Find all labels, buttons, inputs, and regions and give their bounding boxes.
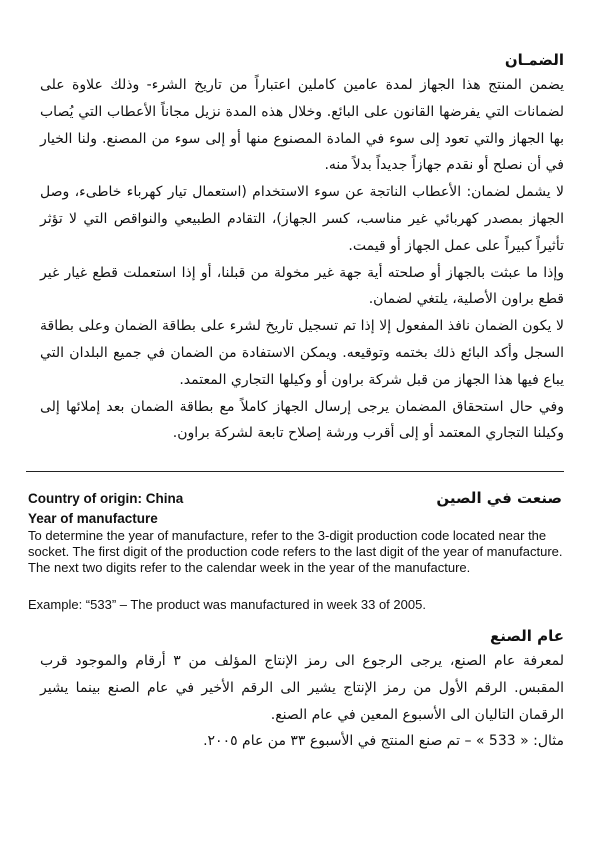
warranty-paragraph-3: وإذا ما عبثت بالجهاز أو صلحته أية جهة غير مخولة من قبلنا، أو إذا استعملت قطع غيار غير قطع براون الأصلية، يلتغي لضمان. xyxy=(40,264,564,308)
warranty-paragraph-2: لا يشمل لضمان: الأعطاب الناتجة عن سوء الاستخدام (استعمال تيار كهرباء خاطىء، وصل الجهاز بمصدر كهربائي غير مناسب، كسر الجهاز)، التقادم الطبيعي والنواقص التي لا تؤثر تأثيراً كبيراً على عمل الجهاز أو قيمت. xyxy=(40,184,564,254)
manufacture-section-arabic xyxy=(40,626,564,755)
warranty-section-arabic xyxy=(40,50,564,447)
section-divider xyxy=(26,471,564,472)
manufacture-example-ar: مثال: « 533 » – تم صنع المنتج في الأسبوع ٣٣ من عام ٢٠٠٥. xyxy=(203,733,564,750)
year-of-manufacture-body: To determine the year of manufacture, refer to the 3-digit production code located near the socket. The first digit of the production code refers to the last digit of the year of manufacture. The next two digits refer to the calendar week in the year of the manufacture. xyxy=(28,528,563,575)
year-of-manufacture-heading: Year of manufacture xyxy=(28,511,158,526)
warranty-paragraph-5: وفي حال استحقاق المضمان يرجى إرسال الجهاز كاملاً مع بطاقة الضمان بعد إملائها إلى وكيلنا التجاري المعتمد أو إلى أقرب ورشة إصلاح تابعة لشركة براون. xyxy=(40,398,564,442)
country-of-origin-ar: صنعت في الصين xyxy=(436,489,562,507)
warranty-paragraph-1: يضمن المنتج هذا الجهاز لمدة عامين كاملين اعتباراً من تاريخ الشرء- وذلك علاوة على لضمانات التي يفرضها القانون على البائع. وخلال هذه المدة نزيل مجاناً الأعطاب التي يُصاب بها الجهاز والتي تعود إلى سوء في المادة المصنوع منها أو إلى سوء من المصنع. ولنا الخيار في أن نصلح أو نقدم جهازاً جديداً بدلاً منه. xyxy=(40,77,564,174)
warranty-title: الضمـان xyxy=(504,51,564,69)
year-of-manufacture-example: Example: “533” – The product was manufactured in week 33 of 2005. xyxy=(28,597,426,612)
manufacture-heading-ar: عام الصنع xyxy=(489,627,564,645)
warranty-paragraph-4: لا يكون الضمان نافذ المفعول إلا إذا تم تسجيل تاريخ لشرء على بطاقة الضمان وعلى بطاقة السجل وأكد البائع ذلك بختمه وتوقيعه. ويمكن الاستفادة من الضمان في جميع البلدان التي يباع فيها هذا الجهاز من قبل شركة براون أو وكيلها التجاري المعتمد. xyxy=(40,318,564,388)
country-of-origin-en: Country of origin: China xyxy=(28,491,184,506)
manufacture-body-ar: لمعرفة عام الصنع، يرجى الرجوع الى رمز الإنتاج المؤلف من ٣ أرقام والموجود قرب المقبس. الرقم الأول من رمز الإنتاج يشير الى الرقم الأخير في عام الصنع بينما يشير الرقمان التاليان الى الأسبوع المعين في عام الصنع. xyxy=(40,653,564,723)
